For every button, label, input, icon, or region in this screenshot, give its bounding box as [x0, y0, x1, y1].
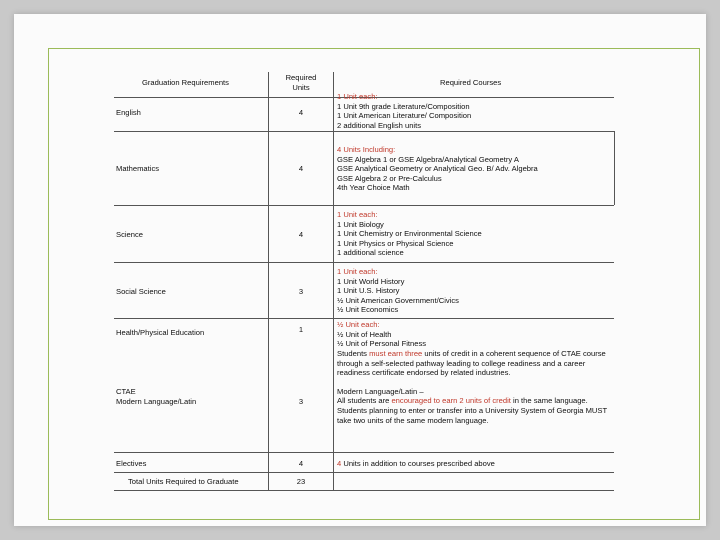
- units-health-pe: 1: [298, 325, 304, 334]
- row-divider: [114, 205, 614, 206]
- subject-ctae-language: CTAE Modern Language/Latin: [116, 387, 197, 406]
- course-line: 1 Unit Biology: [337, 219, 384, 229]
- subject-english: English: [116, 108, 141, 117]
- subject-total: Total Units Required to Graduate: [128, 477, 239, 486]
- courses-health-pe: [337, 320, 426, 349]
- header-requirements: Graduation Requirements: [142, 78, 229, 87]
- subject-science: Science: [116, 230, 144, 239]
- courses-social-science: [337, 267, 459, 315]
- course-line: 1 Unit World History: [337, 276, 405, 286]
- subject-mathematics: Mathematics: [116, 164, 160, 173]
- course-line: 4th Year Choice Math: [337, 183, 410, 193]
- header-courses: Required Courses: [440, 78, 502, 87]
- course-line: 1 Unit American Literature/ Composition: [337, 111, 472, 121]
- course-line: 1 Unit each:: [337, 210, 378, 219]
- ctae-paragraph: Students must earn three units of credit in a coherent sequence of CTAE course through a self-selected pathway leading to college readiness and a career readiness certificate endorsed by related industries.: [337, 349, 606, 378]
- row-divider: [114, 131, 614, 132]
- units-ctae-language: 3: [298, 397, 304, 406]
- courses-electives: 4 Units in addition to courses prescribed above: [337, 459, 495, 468]
- course-line: 1 Unit U.S. History: [337, 286, 400, 296]
- courses-science: [337, 210, 482, 258]
- course-line: ½ Unit of Health: [337, 329, 392, 339]
- row-divider: [114, 318, 614, 319]
- units-science: 4: [298, 230, 304, 239]
- column-divider: [268, 72, 269, 490]
- units-mathematics: 4: [298, 164, 304, 173]
- course-line: ½ Unit of Personal Fitness: [337, 339, 427, 349]
- course-line: 1 Unit each:: [337, 92, 378, 101]
- header-units: Required Units: [285, 73, 317, 92]
- row-divider: [114, 490, 614, 491]
- course-line: 1 Unit 9th grade Literature/Composition: [337, 101, 470, 111]
- units-social-science: 3: [298, 287, 304, 296]
- course-line: GSE Analytical Geometry or Analytical Geo. B/ Adv. Algebra: [337, 164, 538, 174]
- course-line: 1 Unit Physics or Physical Science: [337, 238, 454, 248]
- subject-social-science: Social Science: [116, 287, 166, 296]
- course-line: 2 additional English units: [337, 120, 422, 130]
- units-total: 23: [296, 477, 306, 486]
- course-line: 4 Units Including:: [337, 145, 396, 154]
- units-english: 4: [298, 108, 304, 117]
- row-divider: [114, 472, 614, 473]
- row-divider: [114, 452, 614, 453]
- row-divider: [114, 262, 614, 263]
- course-line: 1 Unit each:: [337, 267, 378, 276]
- column-divider: [614, 131, 615, 205]
- courses-ctae-language: [337, 349, 609, 425]
- modern-language-paragraph: All students are encouraged to earn 2 units of credit in the same language. Students planning to enter or transfer into a University System of Georgia MUST take two units of the same modern language.: [337, 396, 607, 425]
- course-line: GSE Algebra 1 or GSE Algebra/Analytical Geometry A: [337, 154, 519, 164]
- units-electives: 4: [298, 459, 304, 468]
- course-line: ½ Unit American Government/Civics: [337, 295, 459, 305]
- column-divider: [333, 72, 334, 490]
- course-line: 1 additional science: [337, 248, 404, 258]
- subject-electives: Electives: [116, 459, 147, 468]
- course-line: 1 Unit Chemistry or Environmental Science: [337, 229, 482, 239]
- course-line: ½ Unit Economics: [337, 305, 399, 315]
- courses-english: [337, 92, 471, 130]
- modern-language-title: Modern Language/Latin –: [337, 386, 424, 396]
- courses-mathematics: [337, 145, 538, 193]
- course-line: GSE Algebra 2 or Pre-Calculus: [337, 173, 442, 183]
- course-line: ½ Unit each:: [337, 320, 380, 329]
- subject-health-pe: Health/Physical Education: [116, 328, 205, 337]
